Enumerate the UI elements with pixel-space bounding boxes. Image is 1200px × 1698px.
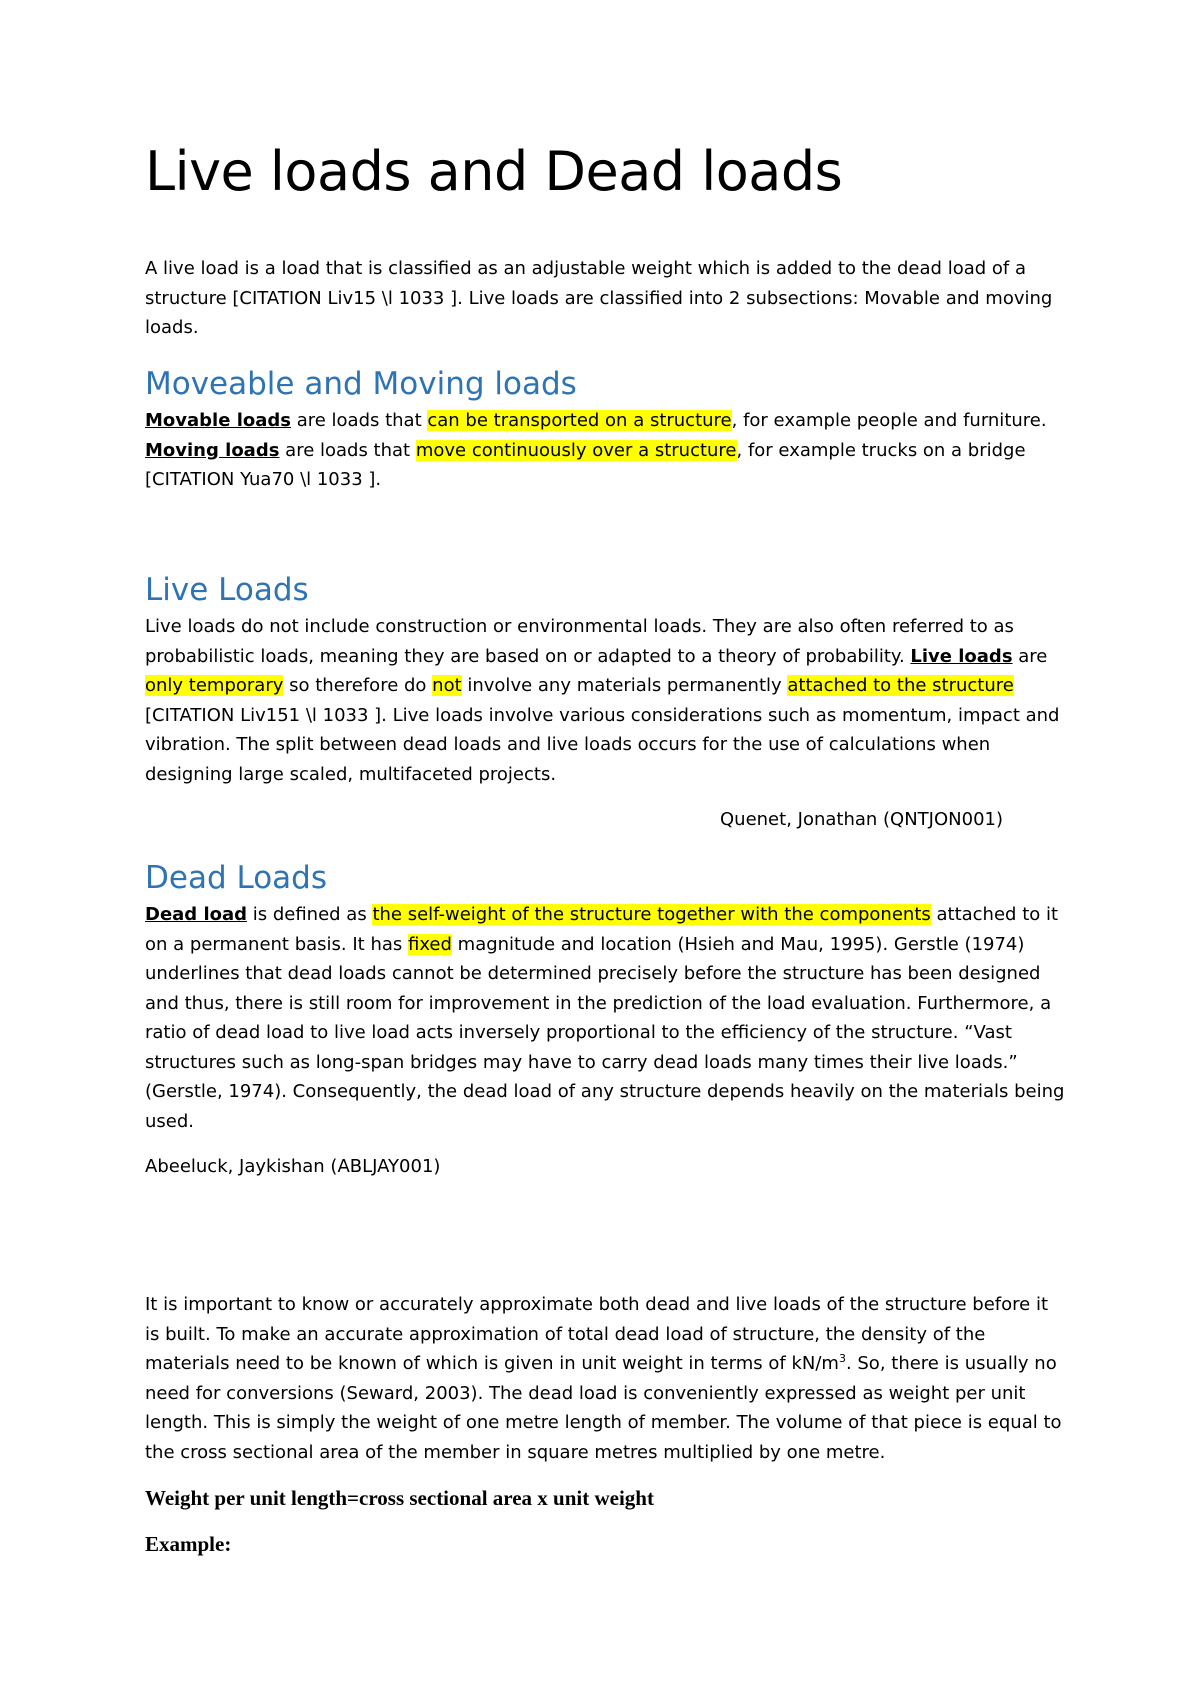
term-dead-load: Dead load xyxy=(145,904,248,925)
text: so therefore do xyxy=(283,675,433,696)
dead-line: and thus, there is still room for improvement in the prediction of the load evaluation. Furthermore, a xyxy=(145,992,1052,1014)
heading-moveable: Moveable and Moving loads xyxy=(145,366,577,402)
dead-line: structures such as long-span bridges may have to carry dead loads many times their live loads.” xyxy=(145,1051,1018,1073)
highlight: the self-weight of the structure together with the components xyxy=(372,904,931,925)
text: , for example trucks on a bridge xyxy=(736,439,1026,461)
text: is defined as xyxy=(247,904,373,925)
text: magnitude and location (Hsieh and Mau, 1995). Gerstle (1974) xyxy=(451,933,1025,955)
text: are loads that xyxy=(279,439,416,461)
important-line: It is important to know or accurately approximate both dead and live loads of the structure before it xyxy=(145,1294,1048,1315)
intro-line: A live load is a load that is classified as an adjustable weight which is added to the dead load of a xyxy=(145,258,1026,279)
highlight: fixed xyxy=(408,933,452,955)
moveable-paragraph xyxy=(145,406,1047,495)
live-line xyxy=(145,642,1059,672)
text: involve any materials permanently xyxy=(461,675,788,696)
heading-live-loads: Live Loads xyxy=(145,572,309,608)
term-moving-loads: Moving loads xyxy=(145,439,280,461)
dead-line xyxy=(145,900,1064,930)
text: on a permanent basis. It has xyxy=(145,933,408,955)
highlight: only temporary xyxy=(145,675,284,696)
important-line: need for conversions (Seward, 2003). The dead load is conveniently expressed as weight per unit xyxy=(145,1382,1026,1404)
dead-line: underlines that dead loads cannot be determined precisely before the structure has been designed xyxy=(145,963,1041,984)
important-line: length. This is simply the weight of one metre length of member. The volume of that piece is equal to xyxy=(145,1412,1062,1433)
live-line: vibration. The split between dead loads and live loads occurs for the use of calculations when xyxy=(145,734,991,755)
author-live: Quenet, Jonathan (QNTJON001) xyxy=(720,809,1003,830)
author-dead: Abeeluck, Jaykishan (ABLJAY001) xyxy=(145,1156,441,1177)
moveable-line xyxy=(145,406,1047,436)
dead-line: used. xyxy=(145,1110,195,1132)
term-live-loads: Live loads xyxy=(910,645,1013,667)
term-movable-loads: Movable loads xyxy=(145,410,291,431)
live-paragraph xyxy=(145,612,1059,789)
live-line: Live loads do not include construction or environmental loads. They are also often referred to as xyxy=(145,616,1014,637)
text: . So, there is usually no xyxy=(845,1353,1057,1374)
page-title: Live loads and Dead loads xyxy=(145,140,843,203)
text: are xyxy=(1012,645,1048,667)
example-label: Example: xyxy=(145,1532,232,1556)
live-line: [CITATION Liv151 \l 1033 ]. Live loads involve various considerations such as momentum, impact and xyxy=(145,704,1060,726)
moveable-line: [CITATION Yua70 \l 1033 ]. xyxy=(145,469,382,490)
important-line: the cross sectional area of the member in square metres multiplied by one metre. xyxy=(145,1441,886,1463)
text: materials need to be known of which is given in unit weight in terms of kN/m xyxy=(145,1353,839,1374)
highlight: not xyxy=(432,675,462,696)
intro-line: structure [CITATION Liv15 \l 1033 ]. Live loads are classified into 2 subsections: Movable and moving xyxy=(145,287,1053,309)
heading-dead-loads: Dead Loads xyxy=(145,860,327,896)
highlight: attached to the structure xyxy=(787,675,1014,696)
dead-paragraph xyxy=(145,900,1064,1136)
highlight: can be transported on a structure xyxy=(427,410,732,431)
superscript: 3 xyxy=(838,1352,846,1365)
text: are loads that xyxy=(290,410,428,431)
moveable-line xyxy=(145,436,1047,466)
live-line: designing large scaled, multifaceted projects. xyxy=(145,763,557,785)
highlight: move continuously over a structure xyxy=(415,439,737,461)
text: probabilistic loads, meaning they are based on or adapted to a theory of probability. xyxy=(145,645,911,667)
dead-line xyxy=(145,930,1064,960)
formula: Weight per unit length=cross sectional area x unit weight xyxy=(145,1486,654,1510)
dead-line: (Gerstle, 1974). Consequently, the dead load of any structure depends heavily on the materials being xyxy=(145,1081,1065,1102)
important-line: is built. To make an accurate approximation of total dead load of structure, the density of the xyxy=(145,1323,986,1345)
intro-paragraph xyxy=(145,254,1052,343)
important-line xyxy=(145,1349,1062,1379)
live-line xyxy=(145,671,1059,701)
intro-line: loads. xyxy=(145,317,199,338)
text: attached to it xyxy=(930,904,1059,925)
dead-line: ratio of dead load to live load acts inversely proportional to the efficiency of the structure. “Vast xyxy=(145,1022,1012,1043)
text: , for example people and furniture. xyxy=(731,410,1047,431)
important-paragraph xyxy=(145,1290,1062,1467)
